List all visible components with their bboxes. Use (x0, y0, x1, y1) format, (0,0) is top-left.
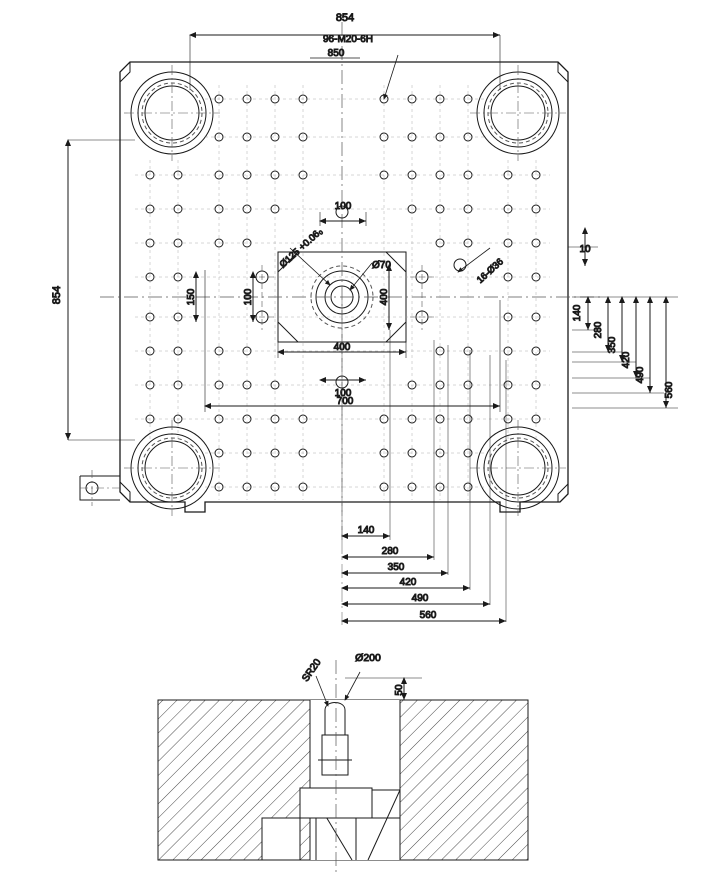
dim-100-left-label: 100 (243, 288, 254, 306)
bolt-hole-grid (135, 85, 550, 500)
dim-420-bottom-label: 420 (399, 577, 417, 588)
dim-50-label: 50 (394, 684, 405, 696)
note-dia70-label: Ø70 (372, 260, 391, 271)
dim-height-854 (51, 140, 135, 440)
dim-280-bottom-label: 280 (381, 546, 399, 557)
dim-100-top-label: 100 (334, 201, 352, 212)
dim-420-right-label: 420 (621, 351, 632, 369)
note-sr20 (300, 657, 328, 706)
dim-490-right-label: 490 (635, 366, 646, 384)
dim-150 (186, 272, 197, 322)
dim-854-top-label: 854 (335, 12, 355, 24)
dim-490-bottom-label: 490 (411, 593, 429, 604)
nozzle-section-view (158, 652, 528, 872)
dim-350-bottom-label: 350 (387, 562, 405, 573)
dim-400-bottom-label: 400 (333, 342, 351, 353)
platen-outline (120, 62, 568, 512)
note-sr20-label: SR20 (300, 657, 324, 684)
dim-400-right (379, 265, 390, 330)
dim-140-right-label: 140 (572, 304, 583, 322)
dim-560-right-label: 560 (664, 381, 675, 399)
dim-10-label: 10 (579, 244, 591, 255)
dim-400-right-label: 400 (379, 288, 390, 306)
dim-100-bottom-label: 100 (334, 388, 352, 399)
dim-140-bottom-label: 140 (357, 525, 375, 536)
note-16-dia36-label: 16-Ø36 (474, 256, 506, 286)
dim-560-bottom-label: 560 (419, 610, 437, 621)
dim-280-right-label: 280 (593, 321, 604, 339)
note-bore-dia125 (278, 226, 330, 285)
note-dia200 (345, 652, 381, 700)
note-dia200-label: Ø200 (355, 652, 381, 664)
dim-width-854 (190, 12, 500, 90)
dim-854-left-label: 854 (51, 285, 63, 305)
note-16-dia36 (458, 248, 506, 286)
dim-850 (310, 48, 360, 59)
dim-depth-50 (345, 678, 422, 700)
dim-700-label: 700 (336, 396, 354, 407)
platen-plan-view (51, 12, 678, 625)
dim-bottom-stack (342, 300, 506, 625)
dim-right-stack (568, 228, 678, 408)
dim-350-right-label: 350 (607, 336, 618, 354)
dim-850-label: 850 (327, 48, 345, 59)
note-dia125-label: Ø125 +0.06₀ (277, 226, 326, 271)
dim-150-label: 150 (186, 288, 197, 306)
note-96-M20-6H (323, 34, 398, 99)
note-96-M20-6H-label: 96-M20-6H (322, 34, 374, 45)
dim-center-100-top (320, 201, 366, 226)
dim-100-left (243, 272, 254, 322)
